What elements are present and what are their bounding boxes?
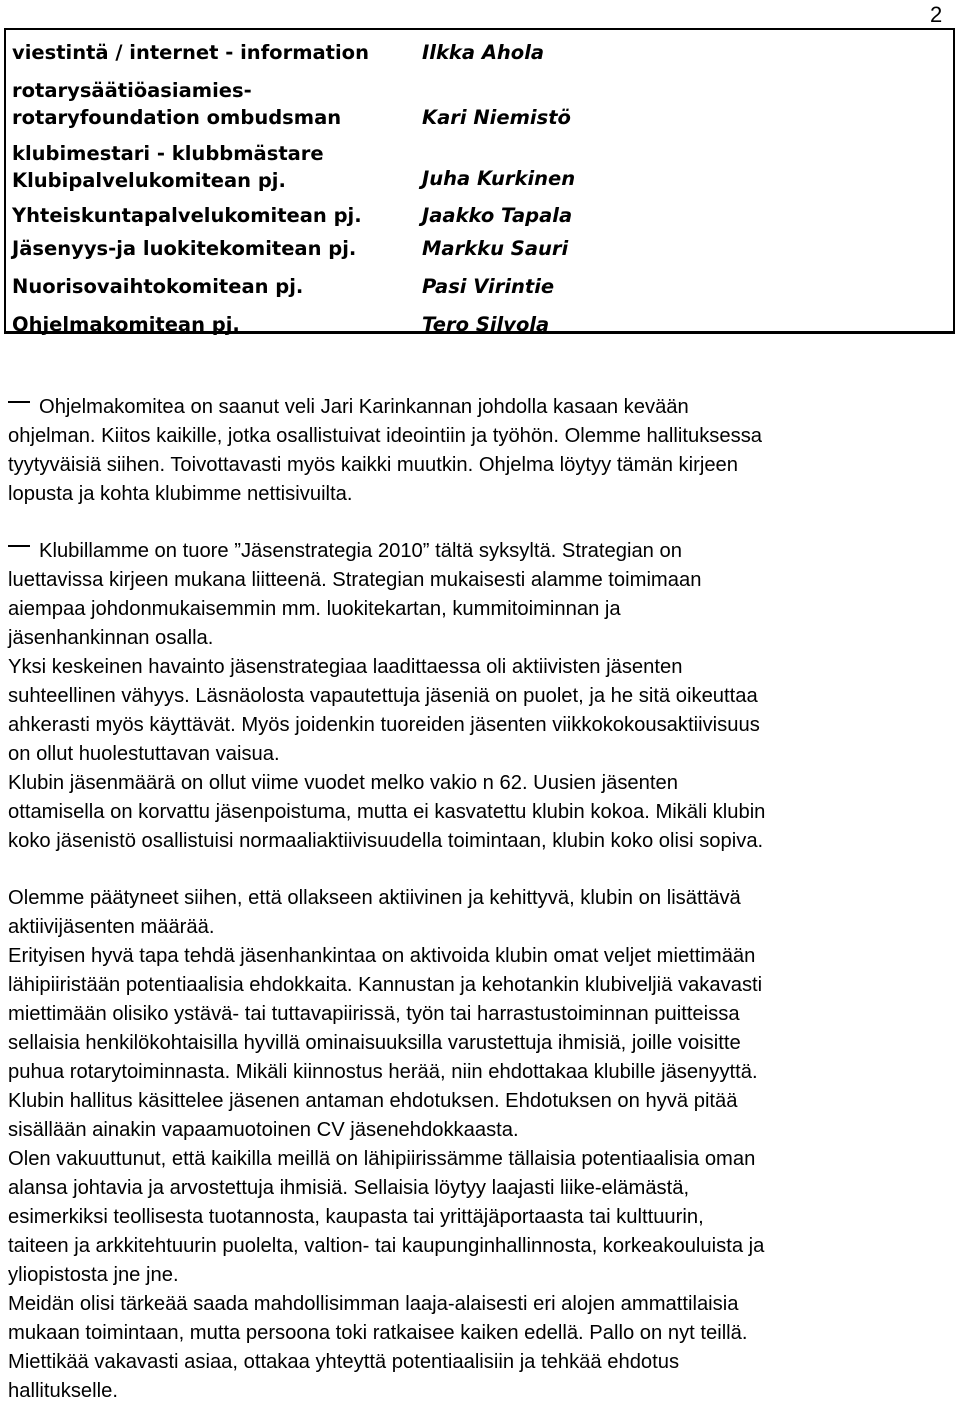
- officer-role: Jäsenyys-ja luokitekomitean pj.: [12, 237, 357, 260]
- page-number: 2: [930, 2, 943, 27]
- dash-bullet-icon: [8, 401, 30, 403]
- officer-name: Juha Kurkinen: [422, 167, 576, 190]
- officer-name: Kari Niemistö: [422, 106, 571, 129]
- membership-strategy-paragraph: Klubillamme on tuore ”Jäsenstrategia 2010” tältä syksyltä. Strategian on luettavissa kirjeen mukana liitteenä. Strategian mukaisesti alamme toimimaan aiempaa johdonmukaisemmin mm. luokitekartan, kummitoiminnan ja jäsenhankinnan osalla. Yksi keskeinen havainto jäsenstrategiaa laadittaessa oli aktiivisten jäsenten suhteellinen vähyys. Läsnäolosta vapautettuja jäseniä on puolet, ja he sitä oikeuttaa ahkerasti myös käyttävät. Myös joidenkin tuoreiden jäsenten viikkokokousaktiivisuus on ollut huolestuttavan vaisua. Klubin jäsenmäärä on ollut viime vuodet melko vakio n 62. Uusien jäsenten ottamisella on korvattu jäsenpoistuma, mutta ei kasvatettu klubin kokoa. Mikäli klubin koko jäsenistö osallistuisi normaaliaktiivisuudella toimintaan, klubin koko olisi sopiva.: [8, 540, 766, 852]
- officer-name: Ilkka Ahola: [422, 41, 545, 64]
- officer-role: Nuorisovaihtokomitean pj.: [12, 275, 304, 298]
- program-paragraph: Ohjelmakomitea on saanut veli Jari Karinkannan johdolla kasaan kevään ohjelman. Kiitos kaikille, jotka osallistuivat ideointiin ja työhön. Olemme hallituksessa tyytyväisiä siihen. Toivottavasti myös kaikki muutkin. Ohjelma löytyy tämän kirjeen lopusta ja kohta klubimme nettisivuilta.: [8, 396, 763, 505]
- officer-role: Ohjelmakomitean pj.: [12, 313, 240, 336]
- recruitment-paragraph: Olemme päätyneet siihen, että ollakseen aktiivinen ja kehittyvä, klubin on lisättävä aktiivijäsenten määrää. Erityisen hyvä tapa tehdä jäsenhankintaa on aktivoida klubin omat veljet miettimään lähipiiristään potentiaalisia ehdokkaita. Kannustan ja kehotankin klubiveljiä vakavasti miettimään olisiko ystävä- tai tuttavapiirissä, työn tai harrastustoiminnan puitteissa sellaisia henkilökohtaisilla hyvillä ominaisuuksilla varustettuja ihmisiä, joille voisitte puhua rotarytoiminnasta. Mikäli kiinnostus herää, niin ehdottakaa klubille jäsenyyttä. Klubin hallitus käsittelee jäsenen antaman ehdotuksen. Ehdotuksen on hyvä pitää sisällään ainakin vapaamuotoinen CV jäsenehdokkaasta. Olen vakuuttunut, että kaikilla meillä on lähipiirissämme tällaisia potentiaalisia oman alansa johtavia ja arvostettuja ihmisiä. Sellaisia löytyy laajasti liike-elämästä, esimerkiksi teollisesta tuotannosta, kaupasta tai yrittäjäportaasta tai kulttuurin, taiteen ja arkkitehtuurin puolelta, valtion- tai kaupunginhallinnosta, korkeakouluista ja yliopistosta jne jne. Meidän olisi tärkeää saada mahdollisimman laaja-alaisesti eri alojen ammattilaisia mukaan toimintaan, mutta persoona toki ratkaisee kaiken edellä. Pallo on nyt teillä. Miettikää vakavasti asiaa, ottakaa yhteyttä potentiaalisiin ja tehkää ehdotus hallitukselle.: [8, 887, 765, 1402]
- officer-table: [4, 28, 955, 334]
- officer-role: viestintä / internet - information: [12, 41, 369, 64]
- dash-bullet-icon: [8, 545, 30, 547]
- officer-role: klubimestari - klubbmästare Klubipalvelukomitean pj.: [12, 142, 324, 192]
- officer-role: rotarysäätiöasiamies- rotaryfoundation ombudsman: [12, 79, 342, 129]
- officer-role: Yhteiskuntapalvelukomitean pj.: [12, 204, 362, 227]
- officer-name: Tero Silvola: [422, 313, 550, 336]
- officer-name: Jaakko Tapala: [422, 204, 573, 227]
- officer-name: Markku Sauri: [422, 237, 569, 260]
- officer-name: Pasi Virintie: [422, 275, 555, 298]
